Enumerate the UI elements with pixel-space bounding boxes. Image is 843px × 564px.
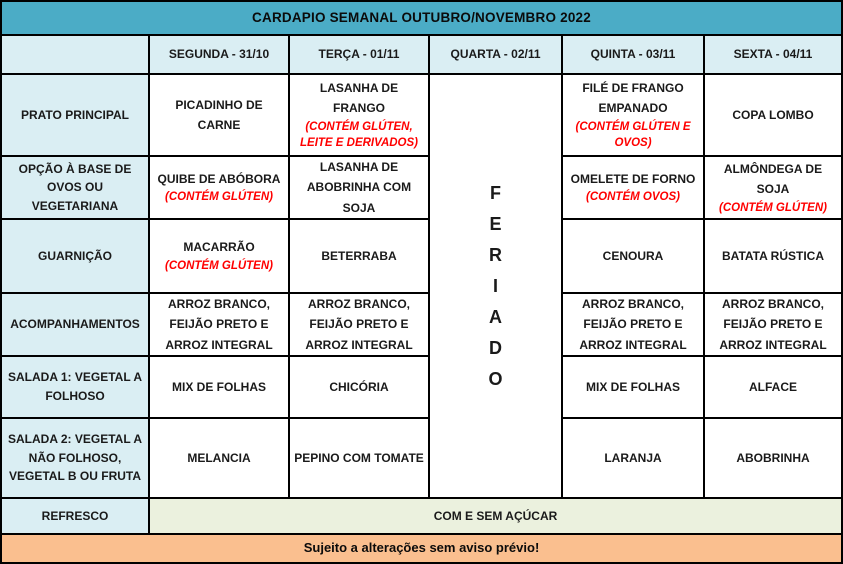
allergen-note: (CONTÉM GLÚTEN E OVOS) bbox=[575, 120, 691, 150]
refresco-value-cell: COM E SEM AÇÚCAR bbox=[150, 499, 841, 533]
dish-name: ALMÔNDEGA DE SOJA bbox=[723, 161, 823, 197]
menu-cell bbox=[150, 157, 288, 218]
column-header-wednesday: QUARTA - 02/11 bbox=[430, 36, 561, 73]
dish-name: BETERRABA bbox=[321, 248, 397, 263]
dish-name: COPA LOMBO bbox=[732, 107, 814, 122]
dish-name: OMELETE DE FORNO bbox=[570, 171, 696, 186]
footer-disclaimer: Sujeito a alterações sem aviso prévio! bbox=[2, 535, 841, 562]
menu-cell bbox=[705, 75, 841, 155]
menu-cell bbox=[290, 357, 428, 417]
menu-cell bbox=[563, 294, 703, 355]
dish-name: MIX DE FOLHAS bbox=[171, 379, 266, 394]
menu-cell bbox=[290, 294, 428, 355]
page-title: CARDAPIO SEMANAL OUTUBRO/NOVEMBRO 2022 bbox=[2, 2, 841, 34]
menu-cell bbox=[150, 357, 288, 417]
row-label-refresco: REFRESCO bbox=[2, 499, 148, 533]
menu-cell bbox=[150, 75, 288, 155]
holiday-letter: A bbox=[489, 307, 502, 327]
menu-cell bbox=[705, 294, 841, 355]
menu-cell bbox=[563, 75, 703, 155]
holiday-letter: F bbox=[490, 183, 501, 203]
allergen-note: (CONTÉM GLÚTEN) bbox=[165, 259, 273, 272]
menu-cell bbox=[705, 220, 841, 292]
menu-cell bbox=[563, 419, 703, 497]
dish-name: PEPINO COM TOMATE bbox=[294, 450, 424, 465]
allergen-note: (CONTÉM GLÚTEN) bbox=[719, 201, 827, 214]
dish-name: ARROZ BRANCO, FEIJÃO PRETO E ARROZ INTEGRAL bbox=[579, 296, 687, 352]
menu-cell bbox=[290, 75, 428, 155]
column-header-monday: SEGUNDA - 31/10 bbox=[150, 36, 288, 73]
dish-name: QUIBE DE ABÓBORA bbox=[157, 171, 281, 186]
column-header-friday: SEXTA - 04/11 bbox=[705, 36, 841, 73]
row-label-opcao-vegetariana: OPÇÃO À BASE DE OVOS OU VEGETARIANA bbox=[2, 157, 148, 218]
column-header-thursday: QUINTA - 03/11 bbox=[563, 36, 703, 73]
corner-cell bbox=[2, 36, 148, 73]
row-label-salada-2: SALADA 2: VEGETAL A NÃO FOLHOSO, VEGETAL B OU FRUTA bbox=[2, 419, 148, 497]
menu-cell bbox=[705, 357, 841, 417]
holiday-letter: E bbox=[489, 214, 502, 234]
dish-name: LARANJA bbox=[604, 450, 662, 465]
dish-name: ALFACE bbox=[749, 379, 797, 394]
dish-name: PICADINHO DE CARNE bbox=[175, 97, 263, 132]
menu-cell bbox=[290, 157, 428, 218]
allergen-note: (CONTÉM GLÚTEN, LEITE E DERIVADOS) bbox=[300, 120, 418, 150]
holiday-cell bbox=[430, 75, 561, 497]
menu-cell bbox=[150, 419, 288, 497]
dish-name: ARROZ BRANCO, FEIJÃO PRETO E ARROZ INTEGRAL bbox=[719, 296, 827, 352]
row-label-salada-1: SALADA 1: VEGETAL A FOLHOSO bbox=[2, 357, 148, 417]
dish-name: MELANCIA bbox=[187, 450, 251, 465]
holiday-letter: I bbox=[492, 276, 498, 296]
row-label-guarnicao: GUARNIÇÃO bbox=[2, 220, 148, 292]
dish-name: ABOBRINHA bbox=[736, 450, 810, 465]
dish-name: CENOURA bbox=[602, 248, 664, 263]
dish-name: ARROZ BRANCO, FEIJÃO PRETO E ARROZ INTEGRAL bbox=[165, 296, 273, 352]
menu-cell bbox=[563, 357, 703, 417]
dish-name: BATATA RÚSTICA bbox=[722, 248, 824, 263]
holiday-letter: O bbox=[488, 369, 503, 389]
row-label-prato-principal: PRATO PRINCIPAL bbox=[2, 75, 148, 155]
dish-name: FILÉ DE FRANGO EMPANADO bbox=[582, 80, 684, 116]
dish-name: MACARRÃO bbox=[183, 240, 255, 255]
holiday-letter: D bbox=[489, 338, 502, 358]
dish-name: MIX DE FOLHAS bbox=[585, 379, 680, 394]
menu-cell bbox=[150, 294, 288, 355]
menu-cell bbox=[705, 419, 841, 497]
menu-cell bbox=[290, 220, 428, 292]
menu-cell bbox=[290, 419, 428, 497]
menu-cell bbox=[150, 220, 288, 292]
menu-cell bbox=[563, 220, 703, 292]
menu-cell bbox=[705, 157, 841, 218]
dish-name: ARROZ BRANCO, FEIJÃO PRETO E ARROZ INTEGRAL bbox=[305, 296, 413, 352]
dish-name: LASANHA DE FRANGO bbox=[319, 80, 399, 116]
dish-name: LASANHA DE ABOBRINHA COM SOJA bbox=[306, 159, 412, 215]
allergen-note: (CONTÉM OVOS) bbox=[586, 191, 680, 204]
menu-cell bbox=[563, 157, 703, 218]
holiday-letter: R bbox=[489, 245, 502, 265]
dish-name: CHICÓRIA bbox=[329, 379, 389, 394]
row-label-acompanhamentos: ACOMPANHAMENTOS bbox=[2, 294, 148, 355]
column-header-tuesday: TERÇA - 01/11 bbox=[290, 36, 428, 73]
allergen-note: (CONTÉM GLÚTEN) bbox=[165, 191, 273, 204]
